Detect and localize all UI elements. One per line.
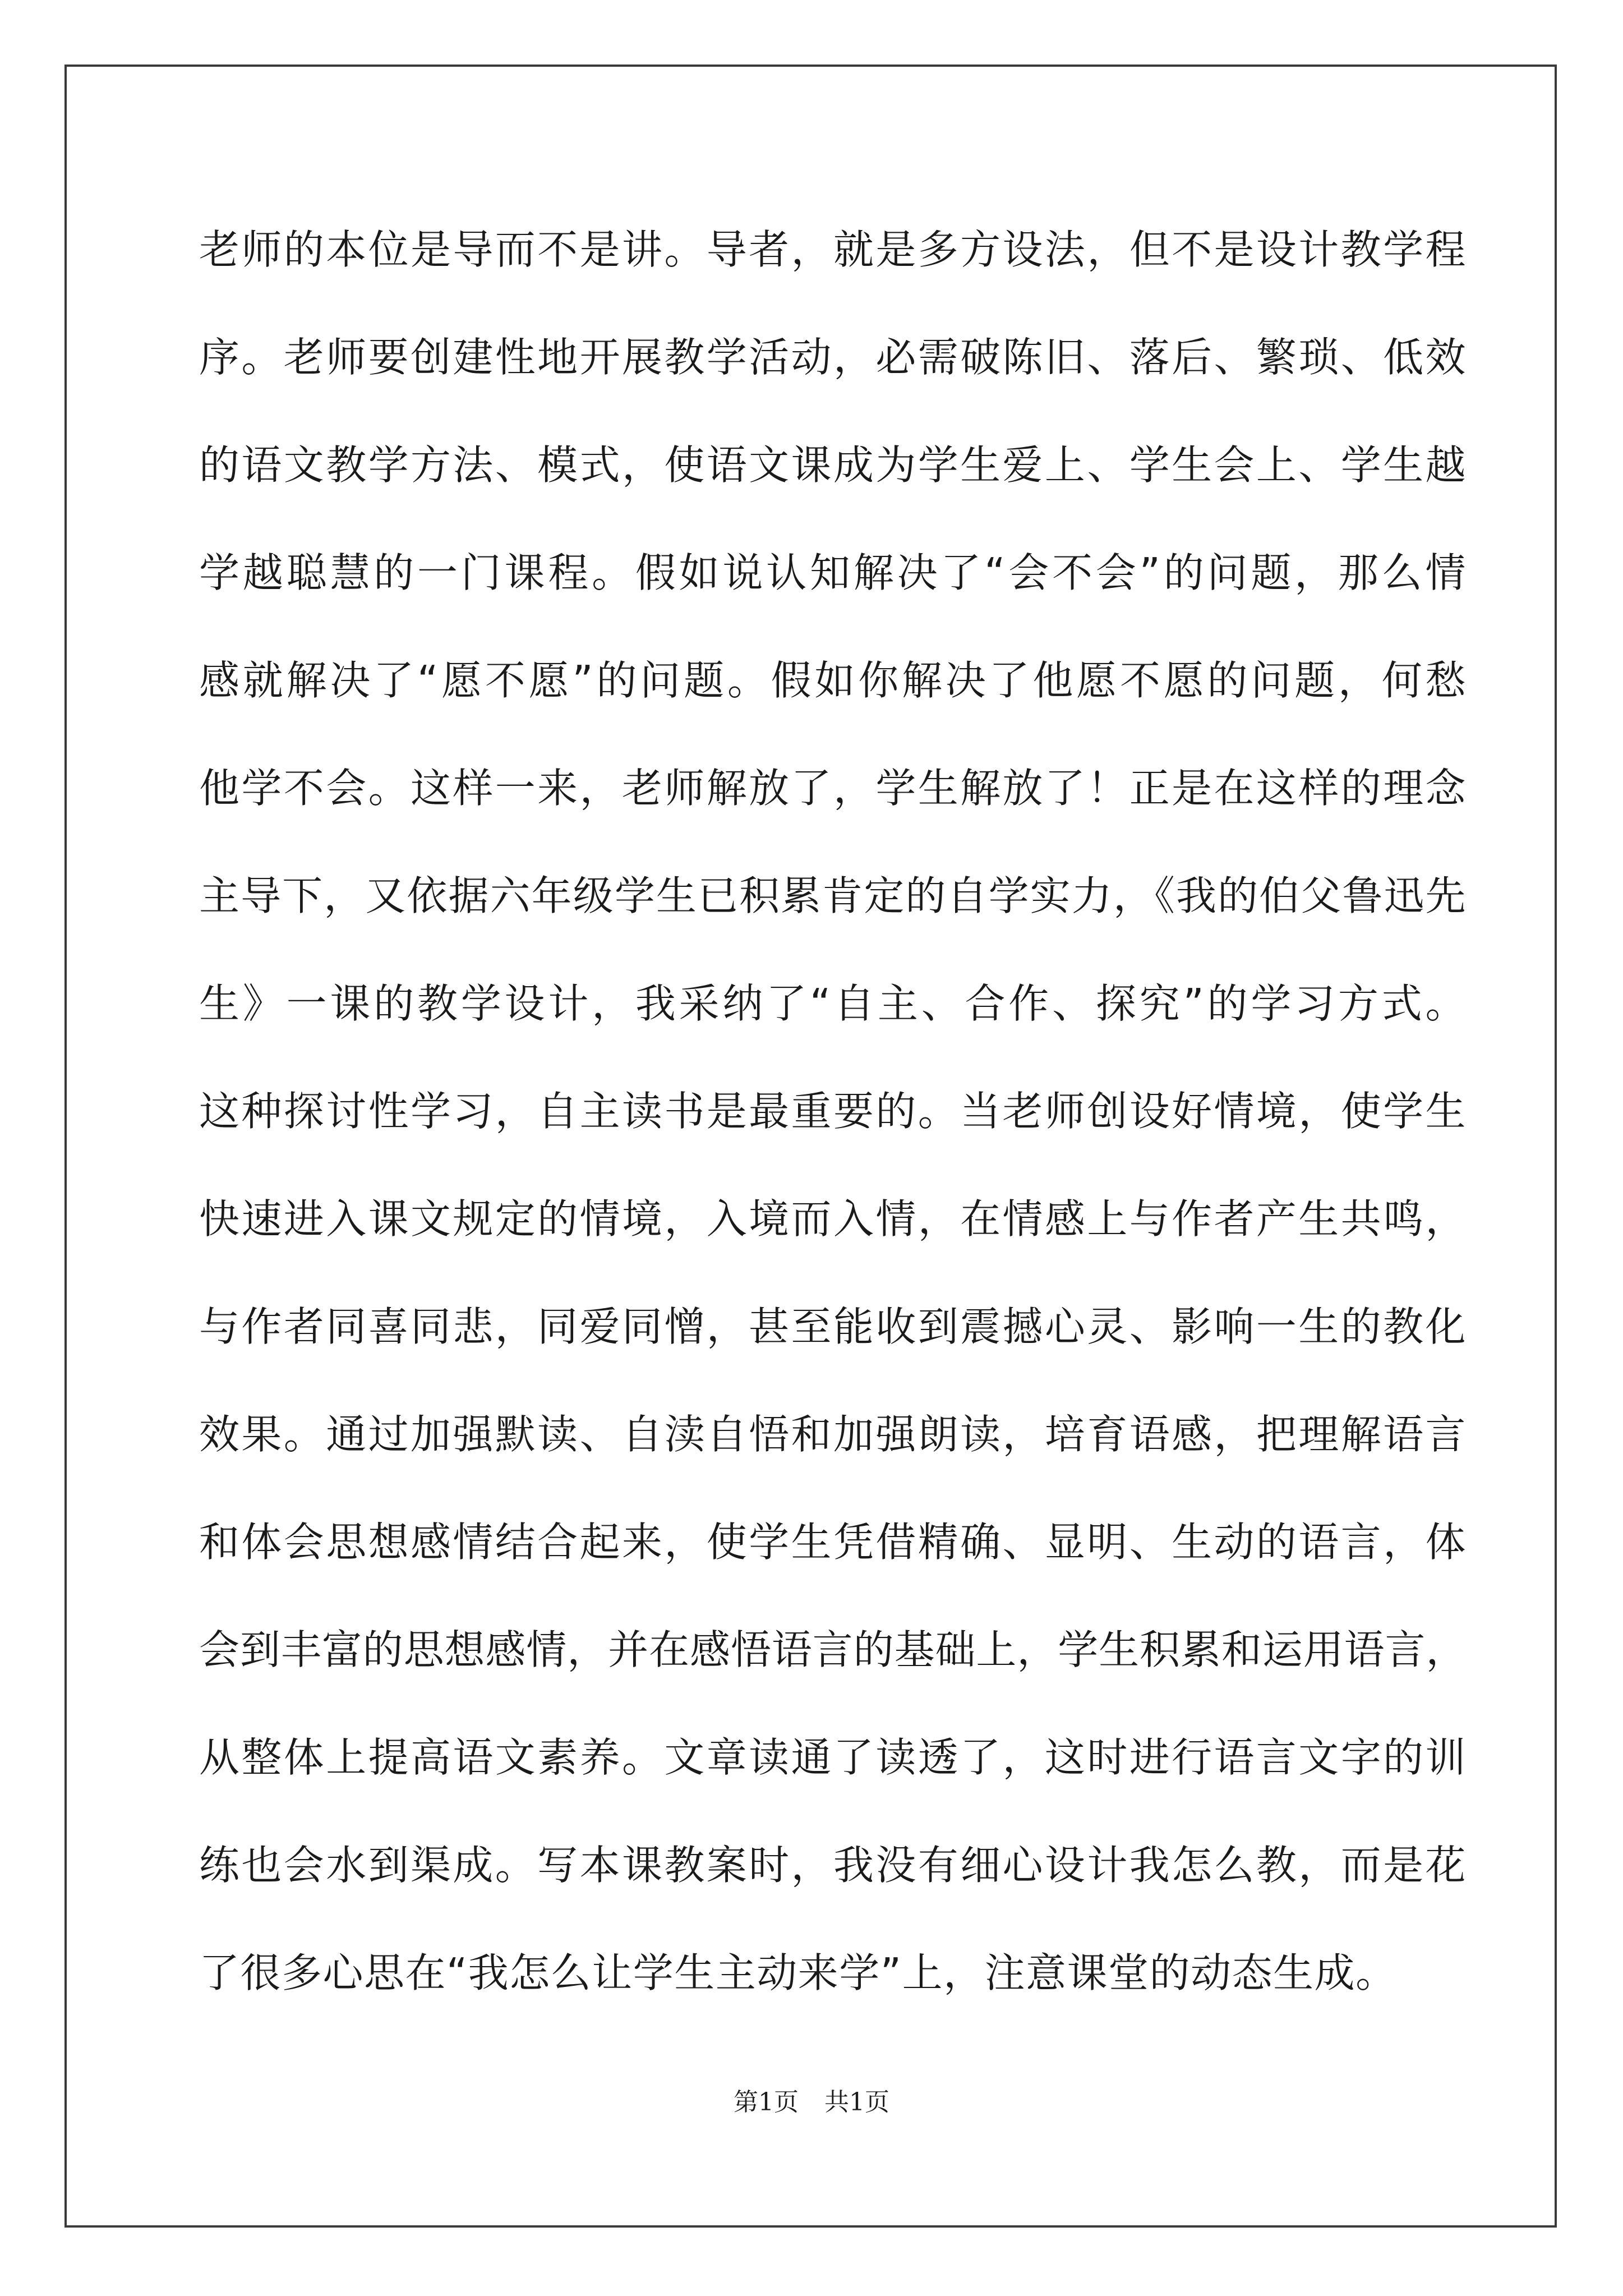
text-line: 他学不会。这样一来，老师解放了，学生解放了！正是在这样的理念	[199, 765, 1467, 812]
document-body	[199, 222, 1467, 2053]
text-line: 从整体上提高语文素养。文章读通了读透了，这时进行语言文字的训	[199, 1734, 1467, 1781]
text-line: 学越聪慧的一门课程。假如说认知解决了“会不会”的问题，那么情	[199, 549, 1467, 596]
text-line: 生》一课的教学设计，我采纳了“自主、合作、探究”的学习方式。	[199, 980, 1467, 1027]
page-total: 共1页	[824, 2088, 889, 2116]
text-line: 这种探讨性学习，自主读书是最重要的。当老师创设好情境，使学生	[199, 1088, 1467, 1135]
text-line: 和体会思想感情结合起来，使学生凭借精确、显明、生动的语言，体	[199, 1519, 1467, 1566]
text-line: 主导下，又依据六年级学生已积累肯定的自学实力，《我的伯父鲁迅先	[199, 872, 1467, 919]
text-line: 练也会水到渠成。写本课教案时，我没有细心设计我怎么教，而是花	[199, 1842, 1467, 1889]
text-line: 了很多心思在“我怎么让学生主动来学”上，注意课堂的动态生成。	[199, 1949, 1397, 1996]
text-line: 老师的本位是导而不是讲。导者，就是多方设法，但不是设计教学程	[199, 226, 1467, 273]
text-line: 序。老师要创建性地开展教学活动，必需破陈旧、落后、繁琐、低效	[199, 334, 1467, 381]
text-line: 感就解决了“愿不愿”的问题。假如你解决了他愿不愿的问题，何愁	[199, 657, 1467, 704]
text-line: 的语文教学方法、模式，使语文课成为学生爱上、学生会上、学生越	[199, 441, 1467, 489]
text-line: 与作者同喜同悲，同爱同憎，甚至能收到震撼心灵、影响一生的教化	[199, 1303, 1467, 1350]
text-line: 快速进入课文规定的情境，入境而入情，在情感上与作者产生共鸣，	[199, 1195, 1467, 1243]
text-line: 会到丰富的思想感情，并在感悟语言的基础上，学生积累和运用语言，	[199, 1626, 1467, 1673]
page-footer	[0, 2086, 1623, 2119]
text-line: 效果。通过加强默读、自渎自悟和加强朗读，培育语感，把理解语言	[199, 1411, 1467, 1458]
page-number: 第1页	[734, 2088, 799, 2116]
